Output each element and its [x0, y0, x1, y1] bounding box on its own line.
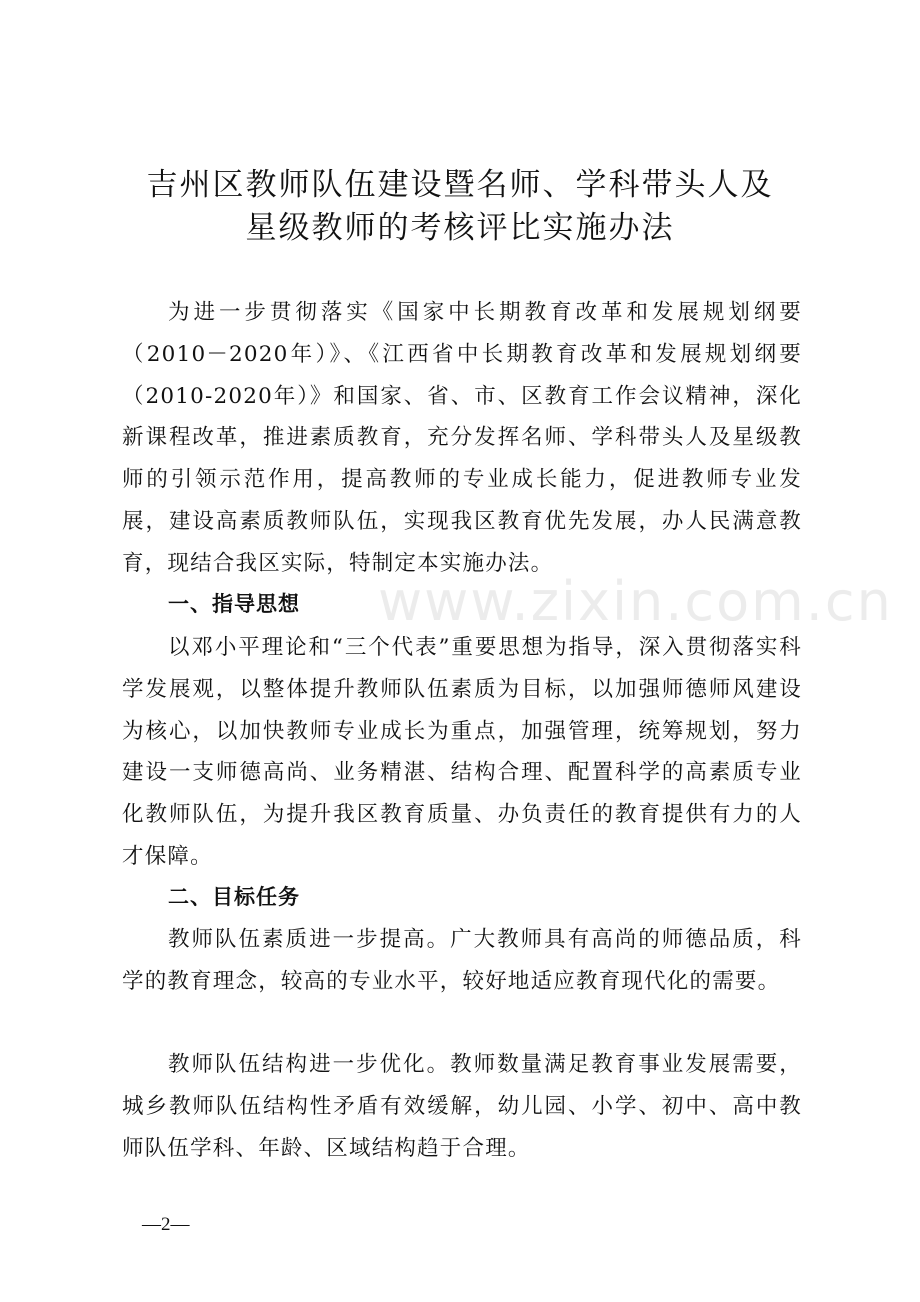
- section-heading-goals-tasks: 二、目标任务: [168, 885, 300, 909]
- page-number: —2—: [142, 1214, 190, 1235]
- document-title-line-1: 吉州区教师队伍建设暨名师、学科带头人及: [146, 167, 774, 203]
- section-paragraph: 以邓小平理论和“三个代表”重要思想为指导，深入贯彻落实科学发展观，以整体提升教师队伍素质为目标，以加强师德师风建设为核心，以加快教师专业成长为重点，加强管理，统筹规划，努力建设一支师德高尚、业务精湛、结构合理、配置科学的高素质专业化教师队伍，为提升我区教育质量、办负责任的教育提供有力的人才保障。: [122, 635, 802, 869]
- document-title-line-2: 星级教师的考核评比实施办法: [245, 210, 675, 246]
- section-paragraph: 教师队伍素质进一步提高。广大教师具有高尚的师德品质，科学的教育理念，较高的专业水平，较好地适应教育现代化的需要。: [122, 927, 802, 994]
- section-heading-guiding-ideology: 一、指导思想: [168, 592, 300, 616]
- section-paragraph: 教师队伍结构进一步优化。教师数量满足教育事业发展需要，城乡教师队伍结构性矛盾有效缓解，幼儿园、小学、初中、高中教师队伍学科、年龄、区域结构趋于合理。: [122, 1052, 802, 1161]
- watermark: www.zixin.com.cn: [378, 570, 893, 633]
- intro-paragraph: 为进一步贯彻落实《国家中长期教育改革和发展规划纲要（2010－2020年）》、《江西省中长期教育改革和发展规划纲要（2010-2020年）》和国家、省、市、区教育工作会议精神，深化新课程改革，推进素质教育，充分发挥名师、学科带头人及星级教师的引领示范作用，提高教师的专业成长能力，促进教师专业发展，建设高素质教师队伍，实现我区教育优先发展，办人民满意教育，现结合我区实际，特制定本实施办法。: [122, 300, 802, 576]
